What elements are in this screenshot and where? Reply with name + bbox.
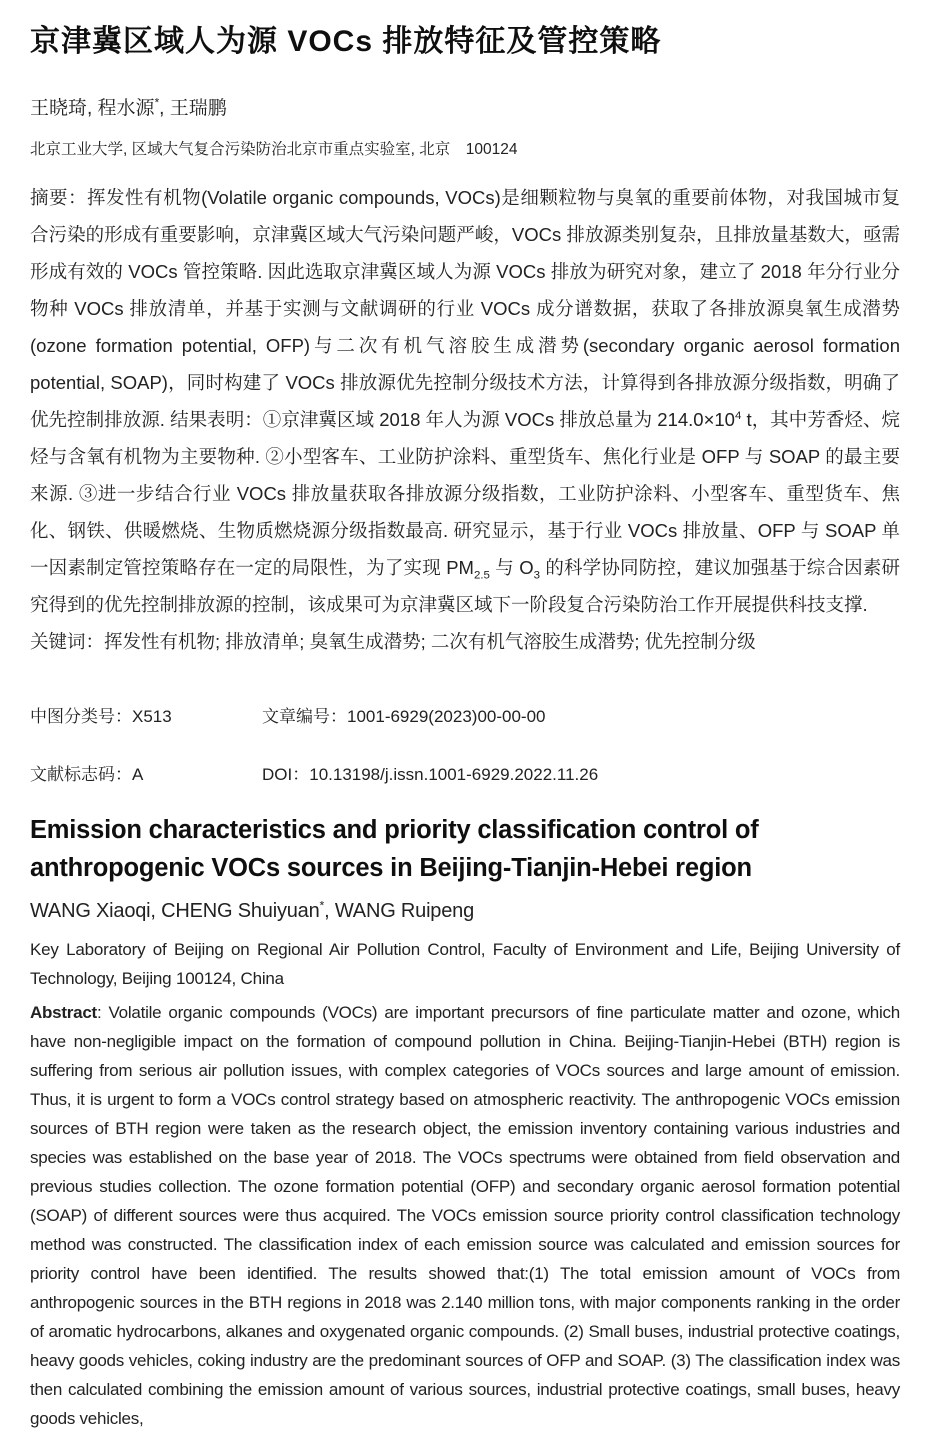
pm25-subscript: 2.5: [473, 569, 490, 582]
article-id: [262, 702, 546, 727]
affiliation-en: Key Laboratory of Beijing on Regional Air Pollution Control, Faculty of Environment and Life, Beijing University of Technology, Beijing 100124, China: [30, 939, 900, 988]
abstract-cn-text-1: 挥发性有机物(Volatile organic compounds, VOCs)是细颗粒物与臭氧的重要前体物，对我国城市复合污染的形成有重要影响，京津冀区域大气污染问题严峻，VOCs 排放源类别复杂，且排放量基数大，亟需形成有效的 VOCs 管控策略. 因此选取京津冀区域人为源 VOCs 排放为研究对象，建立了 2018 年分行业分物种 VOCs 排放清单，并基于实测与文献调研的行业 VOCs 成分谱数据，获取了各排放源臭氧生成潜势(ozone formation potential, OFP)与二次有机气溶胶生成潜势(secondary organic aerosol formation potential, SOAP)，同时构建了 VOCs 排放源优先控制分级技术方法，计算得到各排放源分级指数，明确了优先控制排放源. 结果表明：①京津冀区域 2018 年人为源 VOCs 排放总量为 214.0×10: [30, 187, 900, 430]
article-id-value: 1001-6929(2023)00-00-00: [347, 707, 546, 726]
clc-label: 中图分类号：: [30, 707, 132, 726]
authors-cn-names-rest: , 王瑞鹏: [159, 98, 227, 119]
corresponding-author-mark-en: *: [319, 897, 325, 912]
page-title-en: Emission characteristics and priority classification control of anthropogenic VOCs sources in Beijing-Tianjin-Hebei region: [30, 816, 759, 883]
meta-row-doccode-doi: [30, 760, 900, 785]
authors-en-names: WANG Xiaoqi, CHENG Shuiyuan: [30, 899, 320, 922]
doi: [262, 760, 598, 785]
abstract-en-text: : Volatile organic compounds (VOCs) are important precursors of fine particulate matter and ozone, which have non-negligible impact on the formation of compound pollution in China. Beijing-Tianjin-Hebei (BTH) region is suffering from serious air pollution issues, with complex categories of VOCs sources and large amount of emission. Thus, it is urgent to form a VOCs control strategy based on atmospheric reactivity. The anthropogenic VOCs emission sources of BTH region were taken as the research object, the emission inventory containing various industries and species was established on the base year of 2018. The VOCs spectrums were obtained from field observation and previous studies collection. The ozone formation potential (OFP) and secondary organic aerosol formation potential (SOAP) of different sources were thus acquired. The VOCs emission source priority control classification technology method was constructed. The classification index of each emission source was calculated and emission sources for priority control have been identified. The results showed that:(1) The total emission amount of VOCs from anthropogenic sources in the BTH regions in 2018 was 2.140 million tons, with major components ranking in the order of aromatic hydrocarbons, alkanes and oxygenated organic compounds. (2) Small buses, industrial protective coatings, heavy goods vehicles, coking industry are the predominant sources of OFP and SOAP. (3) The classification index was then calculated combining the emission amount of various sources, industrial protective coatings, small buses, heavy goods vehicles,: [30, 1002, 900, 1428]
corresponding-author-mark: *: [154, 96, 160, 110]
doc-code-label: 文献标志码：: [30, 765, 132, 784]
abstract-cn: [30, 179, 900, 623]
o3-subscript: 3: [533, 569, 540, 582]
doc-code-value: A: [132, 765, 144, 784]
keywords-cn: [30, 623, 900, 660]
authors-cn-names: 王晓琦, 程水源: [30, 98, 155, 119]
keywords-cn-text: 挥发性有机物; 排放清单; 臭氧生成潜势; 二次有机气溶胶生成潜势; 优先控制分级: [104, 631, 756, 652]
doi-label: DOI：: [262, 765, 310, 784]
doc-code: [30, 760, 262, 785]
clc-value: X513: [132, 707, 172, 726]
abstract-cn-text-2: t，其中芳香烃、烷烃与含氧有机物为主要物种. ②小型客车、工业防护涂料、重型货车、焦化行业是 OFP 与 SOAP 的最主要来源. ③进一步结合行业 VOCs 排放量获取各排放源分级指数，工业防护涂料、小型客车、重型货车、焦化、钢铁、供暖燃烧、生物质燃烧源分级指数最高. 研究显示，基于行业 VOCs 排放量、OFP 与 SOAP 单一因素制定管控策略存在一定的局限性，为了实现 PM: [30, 409, 900, 578]
authors-cn: [30, 93, 900, 120]
authors-en-names-rest: , WANG Ruipeng: [324, 899, 475, 922]
doi-value: 10.13198/j.issn.1001-6929.2022.11.26: [309, 765, 599, 784]
meta-row-classification: [30, 702, 900, 727]
keywords-cn-label: 关键词：: [30, 631, 105, 652]
page-title-cn: 京津冀区域人为源 VOCs 排放特征及管控策略: [30, 25, 662, 58]
authors-en: [30, 897, 900, 923]
affiliation-cn: 北京工业大学, 区域大气复合污染防治北京市重点实验室, 北京 100124: [30, 141, 518, 158]
article-id-label: 文章编号：: [262, 707, 347, 726]
clc-number: [30, 702, 262, 727]
abstract-en: [30, 998, 900, 1433]
abstract-en-label: Abstract: [30, 1002, 97, 1022]
abstract-cn-label: 摘要：: [30, 187, 88, 208]
exponent-4: 4: [734, 409, 742, 422]
abstract-cn-text-4: 的科学协同防控，建议加强基于综合因素研究得到的优先控制排放源的控制，该成果可为京津冀区域下一阶段复合污染防治工作开展提供科技支撑.: [30, 557, 900, 615]
abstract-cn-text-3: 与 O: [489, 557, 534, 578]
